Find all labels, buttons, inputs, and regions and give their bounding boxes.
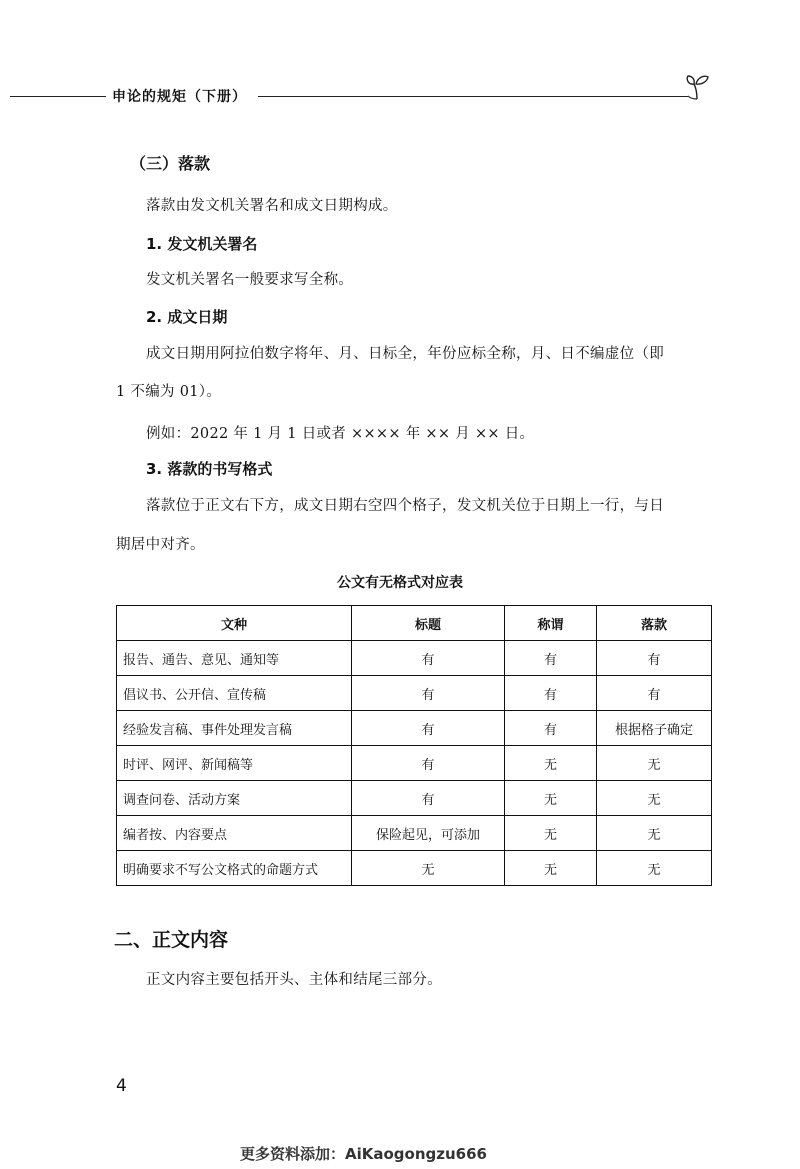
table-row xyxy=(117,641,712,676)
page-number: 4 xyxy=(116,1076,127,1096)
table-row xyxy=(117,676,712,711)
paragraph-issuer: 发文机关署名一般要求写全称。 xyxy=(146,272,354,288)
section-heading-body: 二、正文内容 xyxy=(114,929,229,951)
table-row xyxy=(117,851,712,886)
table-cell-salutation: 有 xyxy=(505,711,597,746)
table-cell-doc-type: 经验发言稿、事件处理发言稿 xyxy=(117,711,352,746)
table-cell-signature: 无 xyxy=(597,851,712,886)
paragraph-format-line2: 期居中对齐。 xyxy=(116,537,205,553)
sprout-icon xyxy=(684,72,710,100)
table-cell-salutation: 有 xyxy=(505,676,597,711)
table-cell-title: 无 xyxy=(352,851,505,886)
table-cell-title: 有 xyxy=(352,746,505,781)
table-cell-doc-type: 调查问卷、活动方案 xyxy=(117,781,352,816)
table-cell-doc-type: 报告、通告、意见、通知等 xyxy=(117,641,352,676)
subheading-issuer: 1. 发文机关署名 xyxy=(146,235,258,253)
section-heading-luokuan: （三）落款 xyxy=(130,154,211,173)
table-cell-salutation: 无 xyxy=(505,816,597,851)
table-cell-doc-type: 编者按、内容要点 xyxy=(117,816,352,851)
column-header-signature: 落款 xyxy=(597,606,712,641)
column-header-title: 标题 xyxy=(352,606,505,641)
table-cell-salutation: 有 xyxy=(505,641,597,676)
table-cell-title: 有 xyxy=(352,781,505,816)
table-caption: 公文有无格式对应表 xyxy=(337,575,463,591)
subheading-date: 2. 成文日期 xyxy=(146,308,228,326)
paragraph-intro: 落款由发文机关署名和成文日期构成。 xyxy=(146,198,398,214)
header-rule-left xyxy=(10,96,106,97)
paragraph-date-example: 例如：2022 年 1 月 1 日或者 ×××× 年 ×× 月 ×× 日。 xyxy=(146,426,535,442)
paragraph-date-line1: 成文日期用阿拉伯数字将年、月、日标全，年份应标全称，月、日不编虚位（即 xyxy=(146,346,664,362)
table-cell-doc-type: 时评、网评、新闻稿等 xyxy=(117,746,352,781)
table-cell-salutation: 无 xyxy=(505,746,597,781)
table-cell-signature: 有 xyxy=(597,676,712,711)
table-cell-signature: 无 xyxy=(597,781,712,816)
format-table xyxy=(116,605,712,886)
table-row xyxy=(117,781,712,816)
footer-text xyxy=(240,1136,487,1163)
running-header-title: 申论的规矩（下册） xyxy=(112,89,247,105)
table-cell-title: 有 xyxy=(352,641,505,676)
column-header-doc-type: 文种 xyxy=(117,606,352,641)
paragraph-date-line2: 1 不编为 01）。 xyxy=(116,384,222,400)
table-row xyxy=(117,711,712,746)
table-cell-signature: 无 xyxy=(597,746,712,781)
paragraph-body: 正文内容主要包括开头、主体和结尾三部分。 xyxy=(146,972,442,988)
table-cell-doc-type: 明确要求不写公文格式的命题方式 xyxy=(117,851,352,886)
table-cell-salutation: 无 xyxy=(505,781,597,816)
table-cell-title: 有 xyxy=(352,676,505,711)
table-row xyxy=(117,816,712,851)
table-row xyxy=(117,746,712,781)
table-cell-salutation: 无 xyxy=(505,851,597,886)
table-cell-doc-type: 倡议书、公开信、宣传稿 xyxy=(117,676,352,711)
table-cell-title: 保险起见，可添加 xyxy=(352,816,505,851)
table-cell-signature: 无 xyxy=(597,816,712,851)
table-cell-signature: 根据格子确定 xyxy=(597,711,712,746)
paragraph-format-line1: 落款位于正文右下方，成文日期右空四个格子，发文机关位于日期上一行，与日 xyxy=(146,498,664,514)
header-rule-right xyxy=(258,96,688,97)
subheading-format: 3. 落款的书写格式 xyxy=(146,460,273,478)
table-cell-title: 有 xyxy=(352,711,505,746)
table-cell-signature: 有 xyxy=(597,641,712,676)
footer-text-content: 更多资料添加：AiKaogongzu666 xyxy=(240,1145,487,1163)
table-header-row xyxy=(117,606,712,641)
column-header-salutation: 称谓 xyxy=(505,606,597,641)
